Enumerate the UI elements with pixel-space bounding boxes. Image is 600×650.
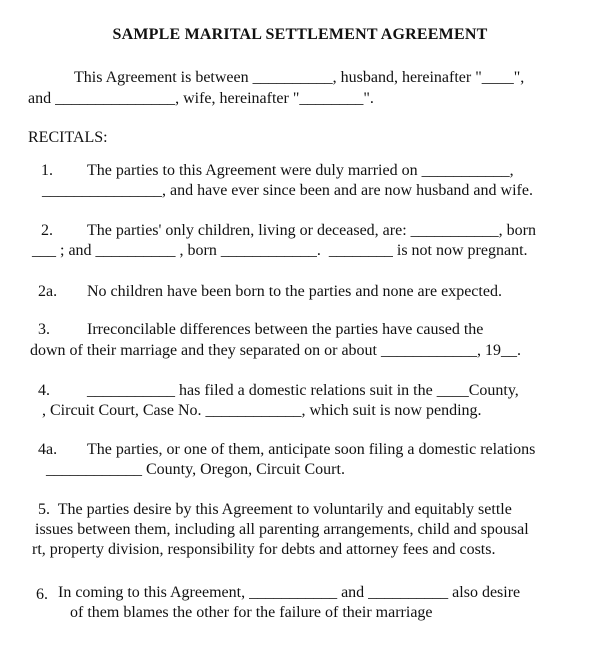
intro-line-1: This Agreement is between __________, husband, hereinafter "____", [74, 69, 525, 86]
intro-line-2: and _______________, wife, hereinafter "________". [28, 90, 374, 107]
item-5-line-3: rt, property division, responsibility for debts and attorney fees and costs. [32, 541, 496, 558]
item-6-line-1: In coming to this Agreement, ___________ and __________ also desire [58, 584, 521, 601]
document-title: SAMPLE MARITAL SETTLEMENT AGREEMENT [112, 26, 488, 43]
item-4-line-1: ___________ has filed a domestic relations suit in the ____County, [87, 382, 519, 399]
item-number-2a: 2a. [38, 283, 58, 300]
item-1-line-1: The parties to this Agreement were duly married on ___________, [87, 162, 514, 179]
item-number-4a: 4a. [38, 441, 58, 458]
item-number-6: 6. [36, 586, 48, 603]
item-2-line-2: ___ ; and __________ , born ____________. ________ is not now pregnant. [32, 242, 528, 259]
item-2a-line-1: No children have been born to the parties and none are expected. [87, 283, 502, 300]
item-6-line-2: of them blames the other for the failure of their marriage [70, 604, 433, 621]
item-1-line-2: _______________, and have ever since been and are now husband and wife. [42, 182, 533, 199]
item-number-3: 3. [38, 321, 50, 338]
item-4a-line-1: The parties, or one of them, anticipate soon filing a domestic relations [87, 441, 536, 458]
item-3-line-1: Irreconcilable differences between the parties have caused the [87, 321, 484, 338]
item-4a-line-2: ____________ County, Oregon, Circuit Court. [46, 461, 345, 478]
item-number-4: 4. [38, 382, 50, 399]
item-5-line-1: 5. The parties desire by this Agreement to voluntarily and equitably settle [38, 501, 512, 518]
item-number-1: 1. [41, 162, 53, 179]
recitals-heading: RECITALS: [28, 129, 108, 146]
item-3-line-2: down of their marriage and they separated on or about ____________, 19__. [30, 342, 521, 359]
item-2-line-1: The parties' only children, living or deceased, are: ___________, born [87, 222, 536, 239]
item-4-line-2: , Circuit Court, Case No. ____________, which suit is now pending. [42, 402, 482, 419]
item-number-2: 2. [41, 222, 53, 239]
item-5-line-2: issues between them, including all parenting arrangements, child and spousal [35, 521, 529, 538]
